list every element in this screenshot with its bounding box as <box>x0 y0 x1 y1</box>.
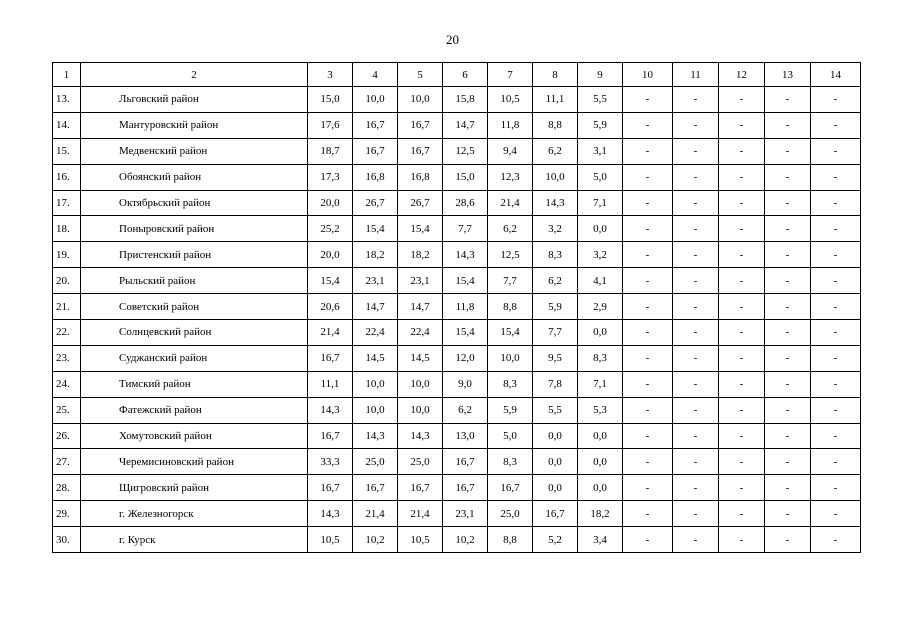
table-cell: - <box>811 501 861 527</box>
table-cell: 10,0 <box>353 87 398 113</box>
row-number: 29. <box>53 501 81 527</box>
table-cell: - <box>811 138 861 164</box>
table-cell: - <box>623 138 673 164</box>
district-name: Фатежский район <box>81 397 308 423</box>
column-header: 4 <box>353 63 398 87</box>
table-cell: - <box>673 112 719 138</box>
table-cell: - <box>673 242 719 268</box>
table-cell: 20,0 <box>308 242 353 268</box>
table-cell: 3,2 <box>533 216 578 242</box>
table-cell: 7,7 <box>533 320 578 346</box>
table-cell: - <box>623 294 673 320</box>
table-cell: - <box>811 164 861 190</box>
table-cell: 14,5 <box>353 345 398 371</box>
table-row <box>53 87 861 113</box>
table-cell: 16,7 <box>398 112 443 138</box>
district-name: Тимский район <box>81 371 308 397</box>
table-cell: 10,5 <box>488 87 533 113</box>
table-cell: - <box>765 190 811 216</box>
table-row <box>53 216 861 242</box>
row-number: 20. <box>53 268 81 294</box>
table-cell: 16,7 <box>398 475 443 501</box>
table-cell: 0,0 <box>578 216 623 242</box>
row-number: 27. <box>53 449 81 475</box>
district-name: Октябрьский район <box>81 190 308 216</box>
table-cell: 7,8 <box>533 371 578 397</box>
table-cell: - <box>673 320 719 346</box>
table-cell: 5,5 <box>533 397 578 423</box>
table-cell: - <box>765 112 811 138</box>
header-row <box>53 63 861 87</box>
table-cell: - <box>719 501 765 527</box>
table-cell: - <box>719 242 765 268</box>
table-cell: 11,1 <box>308 371 353 397</box>
table-cell: 13,0 <box>443 423 488 449</box>
table-cell: - <box>719 294 765 320</box>
column-header: 13 <box>765 63 811 87</box>
table-cell: 12,5 <box>443 138 488 164</box>
table-row <box>53 294 861 320</box>
table-cell: 6,2 <box>488 216 533 242</box>
table-cell: 0,0 <box>578 320 623 346</box>
table-cell: 7,1 <box>578 190 623 216</box>
table-cell: - <box>811 112 861 138</box>
table-cell: - <box>811 320 861 346</box>
table-cell: 8,8 <box>533 112 578 138</box>
district-name: Солнцевский район <box>81 320 308 346</box>
table-cell: - <box>719 397 765 423</box>
table-cell: - <box>765 320 811 346</box>
district-name: Обоянский район <box>81 164 308 190</box>
table-cell: 8,3 <box>488 449 533 475</box>
table-cell: - <box>673 397 719 423</box>
table-cell: 3,2 <box>578 242 623 268</box>
table-cell: 3,4 <box>578 527 623 553</box>
table-row <box>53 475 861 501</box>
table-cell: 9,5 <box>533 345 578 371</box>
row-number: 15. <box>53 138 81 164</box>
table-row <box>53 449 861 475</box>
table-cell: - <box>623 164 673 190</box>
table-cell: - <box>719 138 765 164</box>
table-cell: 15,4 <box>308 268 353 294</box>
table-cell: 21,4 <box>308 320 353 346</box>
table-row <box>53 320 861 346</box>
table-cell: - <box>623 112 673 138</box>
table-cell: 11,8 <box>443 294 488 320</box>
row-number: 19. <box>53 242 81 268</box>
table-cell: - <box>673 449 719 475</box>
table-cell: 15,0 <box>443 164 488 190</box>
district-name: г. Железногорск <box>81 501 308 527</box>
table-cell: 10,2 <box>353 527 398 553</box>
table-cell: 15,8 <box>443 87 488 113</box>
table-cell: 9,4 <box>488 138 533 164</box>
table-cell: 0,0 <box>533 449 578 475</box>
row-number: 25. <box>53 397 81 423</box>
table-cell: 8,3 <box>533 242 578 268</box>
table-cell: - <box>719 423 765 449</box>
table-cell: 25,2 <box>308 216 353 242</box>
table-cell: 15,4 <box>353 216 398 242</box>
table-cell: - <box>811 371 861 397</box>
table-cell: 20,0 <box>308 190 353 216</box>
table-cell: 6,2 <box>533 268 578 294</box>
table-cell: - <box>719 112 765 138</box>
table-cell: - <box>811 449 861 475</box>
table-cell: - <box>719 475 765 501</box>
table-cell: - <box>811 87 861 113</box>
table-cell: 20,6 <box>308 294 353 320</box>
table-cell: 16,8 <box>398 164 443 190</box>
table-cell: 5,9 <box>488 397 533 423</box>
row-number: 23. <box>53 345 81 371</box>
table-cell: - <box>623 190 673 216</box>
table-row <box>53 112 861 138</box>
table-cell: - <box>811 268 861 294</box>
row-number: 28. <box>53 475 81 501</box>
table-cell: 18,2 <box>398 242 443 268</box>
district-name: Мантуровский район <box>81 112 308 138</box>
table-cell: 10,0 <box>353 371 398 397</box>
table-cell: 3,1 <box>578 138 623 164</box>
district-name: Пристенский район <box>81 242 308 268</box>
table-cell: 6,2 <box>533 138 578 164</box>
district-name: Льговский район <box>81 87 308 113</box>
table-cell: 10,0 <box>398 397 443 423</box>
table-cell: 25,0 <box>398 449 443 475</box>
column-header: 5 <box>398 63 443 87</box>
table-cell: - <box>623 87 673 113</box>
table-cell: - <box>765 397 811 423</box>
table-cell: 14,3 <box>398 423 443 449</box>
table-cell: - <box>719 371 765 397</box>
table-cell: 15,4 <box>443 268 488 294</box>
table-cell: 8,8 <box>488 294 533 320</box>
district-name: Советский район <box>81 294 308 320</box>
table-cell: 11,8 <box>488 112 533 138</box>
district-name: Медвенский район <box>81 138 308 164</box>
table-cell: 12,5 <box>488 242 533 268</box>
table-cell: 7,7 <box>488 268 533 294</box>
table-cell: - <box>623 268 673 294</box>
table-row <box>53 345 861 371</box>
table-cell: - <box>765 294 811 320</box>
table-cell: - <box>811 527 861 553</box>
table-cell: 26,7 <box>398 190 443 216</box>
column-header: 12 <box>719 63 765 87</box>
table-cell: 16,7 <box>443 475 488 501</box>
table-cell: - <box>623 475 673 501</box>
table-cell: - <box>673 527 719 553</box>
table-cell: 8,3 <box>488 371 533 397</box>
column-header: 2 <box>81 63 308 87</box>
table-cell: - <box>623 449 673 475</box>
table-cell: - <box>719 527 765 553</box>
table-cell: 16,7 <box>308 423 353 449</box>
table-cell: 28,6 <box>443 190 488 216</box>
table-row <box>53 268 861 294</box>
table-cell: 5,3 <box>578 397 623 423</box>
table-cell: - <box>623 345 673 371</box>
column-header: 9 <box>578 63 623 87</box>
table-cell: - <box>719 345 765 371</box>
table-cell: - <box>765 475 811 501</box>
table-cell: 22,4 <box>398 320 443 346</box>
table-cell: - <box>765 449 811 475</box>
table-cell: - <box>765 242 811 268</box>
table-cell: - <box>623 242 673 268</box>
table-cell: 14,5 <box>398 345 443 371</box>
table-cell: 5,0 <box>578 164 623 190</box>
table-cell: 16,7 <box>533 501 578 527</box>
table-cell: - <box>719 268 765 294</box>
table-cell: 5,2 <box>533 527 578 553</box>
table-cell: - <box>765 87 811 113</box>
page-number: 20 <box>446 32 459 47</box>
table-cell: - <box>623 527 673 553</box>
column-header: 14 <box>811 63 861 87</box>
table-cell: - <box>811 397 861 423</box>
table-cell: - <box>719 216 765 242</box>
table-cell: - <box>811 242 861 268</box>
table-cell: - <box>623 216 673 242</box>
column-header: 7 <box>488 63 533 87</box>
district-name: г. Курск <box>81 527 308 553</box>
table-cell: 14,3 <box>353 423 398 449</box>
data-table <box>52 62 861 553</box>
column-header: 10 <box>623 63 673 87</box>
table-cell: - <box>765 216 811 242</box>
table-cell: 23,1 <box>353 268 398 294</box>
table-cell: - <box>719 449 765 475</box>
table-cell: 26,7 <box>353 190 398 216</box>
table-cell: 4,1 <box>578 268 623 294</box>
table-cell: 21,4 <box>353 501 398 527</box>
table-cell: 16,7 <box>353 475 398 501</box>
table-cell: - <box>765 371 811 397</box>
table-row <box>53 242 861 268</box>
table-cell: 15,4 <box>398 216 443 242</box>
table-cell: 16,7 <box>308 345 353 371</box>
table-row <box>53 527 861 553</box>
table-cell: - <box>673 138 719 164</box>
table-cell: 25,0 <box>353 449 398 475</box>
row-number: 22. <box>53 320 81 346</box>
table-cell: 16,7 <box>398 138 443 164</box>
district-name: Щигровский район <box>81 475 308 501</box>
table-cell: 16,7 <box>488 475 533 501</box>
table-cell: 5,5 <box>578 87 623 113</box>
table-row <box>53 501 861 527</box>
table-cell: 6,2 <box>443 397 488 423</box>
table-cell: 14,3 <box>443 242 488 268</box>
table-cell: 0,0 <box>578 475 623 501</box>
table-cell: 7,1 <box>578 371 623 397</box>
row-number: 18. <box>53 216 81 242</box>
table-cell: 5,0 <box>488 423 533 449</box>
table-cell: - <box>765 164 811 190</box>
table-cell: - <box>765 345 811 371</box>
table-cell: 0,0 <box>533 423 578 449</box>
table-cell: 25,0 <box>488 501 533 527</box>
district-name: Поныровский район <box>81 216 308 242</box>
row-number: 24. <box>53 371 81 397</box>
table-cell: - <box>673 423 719 449</box>
table-cell: 5,9 <box>578 112 623 138</box>
table-cell: 7,7 <box>443 216 488 242</box>
table-cell: 10,0 <box>488 345 533 371</box>
table-cell: - <box>673 164 719 190</box>
table-cell: 11,1 <box>533 87 578 113</box>
table-cell: 10,0 <box>398 371 443 397</box>
table-cell: 14,3 <box>533 190 578 216</box>
table-cell: 16,7 <box>353 112 398 138</box>
table-cell: 12,0 <box>443 345 488 371</box>
table-row <box>53 371 861 397</box>
table-cell: - <box>811 475 861 501</box>
table-cell: 33,3 <box>308 449 353 475</box>
table-cell: - <box>719 164 765 190</box>
table-cell: - <box>811 294 861 320</box>
table-cell: - <box>673 345 719 371</box>
table-cell: 8,8 <box>488 527 533 553</box>
table-cell: 10,0 <box>533 164 578 190</box>
table-cell: 21,4 <box>488 190 533 216</box>
table-row <box>53 138 861 164</box>
table-cell: - <box>673 294 719 320</box>
table-cell: - <box>623 371 673 397</box>
table-cell: 16,7 <box>443 449 488 475</box>
table-cell: 17,6 <box>308 112 353 138</box>
table-cell: 15,4 <box>488 320 533 346</box>
table-cell: 18,2 <box>353 242 398 268</box>
table-cell: 16,7 <box>353 138 398 164</box>
column-header: 8 <box>533 63 578 87</box>
table-cell: 10,5 <box>308 527 353 553</box>
table-cell: - <box>719 87 765 113</box>
column-header: 3 <box>308 63 353 87</box>
row-number: 26. <box>53 423 81 449</box>
table-cell: 10,0 <box>398 87 443 113</box>
table-cell: 2,9 <box>578 294 623 320</box>
table-cell: 14,3 <box>308 397 353 423</box>
table-cell: 18,2 <box>578 501 623 527</box>
table-cell: - <box>673 371 719 397</box>
table-cell: 22,4 <box>353 320 398 346</box>
table-cell: 21,4 <box>398 501 443 527</box>
row-number: 17. <box>53 190 81 216</box>
column-header: 6 <box>443 63 488 87</box>
table-row <box>53 397 861 423</box>
row-number: 13. <box>53 87 81 113</box>
table-cell: 0,0 <box>533 475 578 501</box>
table-cell: - <box>765 268 811 294</box>
table-cell: - <box>673 190 719 216</box>
table-cell: - <box>765 527 811 553</box>
table-cell: 10,2 <box>443 527 488 553</box>
column-header: 11 <box>673 63 719 87</box>
table-cell: 12,3 <box>488 164 533 190</box>
table-cell: - <box>765 501 811 527</box>
table-cell: 5,9 <box>533 294 578 320</box>
district-name: Суджанский район <box>81 345 308 371</box>
table-cell: 14,7 <box>443 112 488 138</box>
table-cell: 16,7 <box>308 475 353 501</box>
table-cell: 0,0 <box>578 423 623 449</box>
district-name: Хомутовский район <box>81 423 308 449</box>
table-cell: 17,3 <box>308 164 353 190</box>
table-cell: - <box>811 216 861 242</box>
row-number: 14. <box>53 112 81 138</box>
table-cell: 10,0 <box>353 397 398 423</box>
table-cell: 14,3 <box>308 501 353 527</box>
table-cell: 15,0 <box>308 87 353 113</box>
row-number: 16. <box>53 164 81 190</box>
district-name: Рыльский район <box>81 268 308 294</box>
table-body <box>53 87 861 553</box>
table-cell: 23,1 <box>398 268 443 294</box>
district-name: Черемисиновский район <box>81 449 308 475</box>
table-row <box>53 164 861 190</box>
table-cell: 14,7 <box>398 294 443 320</box>
table-cell: 15,4 <box>443 320 488 346</box>
row-number: 21. <box>53 294 81 320</box>
table-cell: - <box>765 423 811 449</box>
table-cell: - <box>623 423 673 449</box>
table-cell: - <box>811 345 861 371</box>
table-cell: - <box>673 268 719 294</box>
row-number: 30. <box>53 527 81 553</box>
table-cell: - <box>673 475 719 501</box>
table-cell: - <box>623 320 673 346</box>
table-row <box>53 190 861 216</box>
table-cell: - <box>623 501 673 527</box>
table-cell: 14,7 <box>353 294 398 320</box>
table-cell: 18,7 <box>308 138 353 164</box>
table-cell: - <box>719 320 765 346</box>
table-cell: 8,3 <box>578 345 623 371</box>
table-cell: - <box>811 423 861 449</box>
table-cell: - <box>765 138 811 164</box>
table-cell: 23,1 <box>443 501 488 527</box>
table-cell: - <box>623 397 673 423</box>
table-cell: - <box>673 501 719 527</box>
table-cell: - <box>673 216 719 242</box>
table-cell: - <box>811 190 861 216</box>
table-cell: - <box>719 190 765 216</box>
table-cell: 0,0 <box>578 449 623 475</box>
table-cell: - <box>673 87 719 113</box>
column-header: 1 <box>53 63 81 87</box>
table-row <box>53 423 861 449</box>
table-cell: 9,0 <box>443 371 488 397</box>
table-cell: 16,8 <box>353 164 398 190</box>
table-cell: 10,5 <box>398 527 443 553</box>
